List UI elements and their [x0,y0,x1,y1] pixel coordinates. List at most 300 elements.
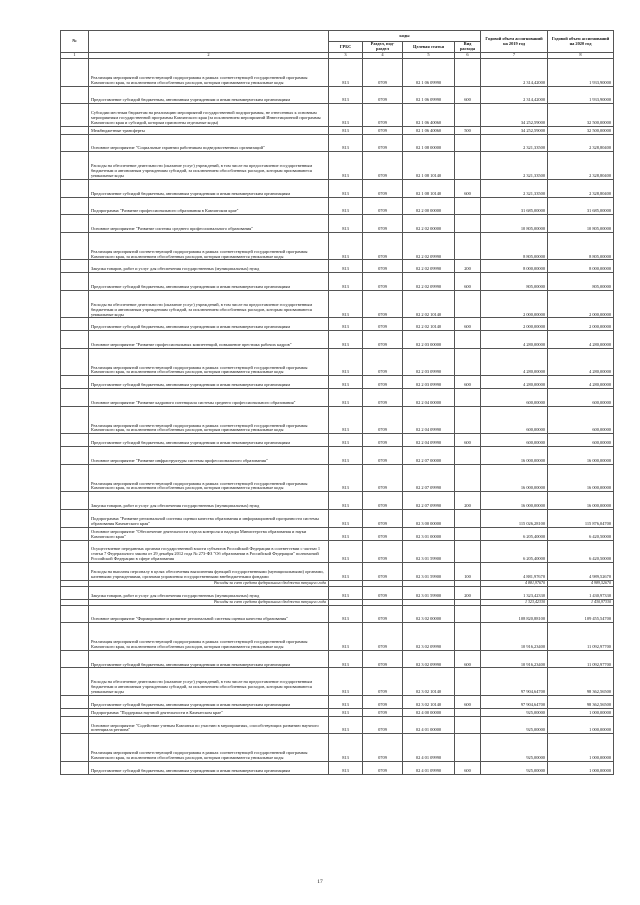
exptype-cell [455,389,481,407]
amount-2019: 34 252,59000 [481,126,548,134]
section-cell: 0709 [363,492,403,510]
exptype-cell: 600 [455,695,481,708]
amount-2019: 16 000,00000 [481,447,548,465]
amount-2020: 11 092,97700 [548,650,614,668]
row-name: Основное мероприятие "Развитие профессиональных компетенций, повышение престижа рабочих кадров" [89,331,329,349]
target-cell: 02 4 00 00000 [403,708,455,716]
column-number: 7 [481,53,548,59]
no-cell [61,605,89,623]
exptype-cell [455,447,481,465]
amount-2020: 8 805,00000 [548,232,614,260]
row-name: Основное мероприятие "Обеспечение деятельности отдела контроля и надзора Министерства образования и науки Камчатского края" [89,527,329,540]
col-no-header: № [61,31,89,53]
amount-2020: 4 989,52670 [548,580,614,586]
section-cell: 0709 [363,563,403,581]
amount-2020: 32 500,00000 [548,104,614,127]
section-cell: 0709 [363,406,403,434]
grbs-cell: 813 [329,695,363,708]
target-cell: 02 1 08 10140 [403,179,455,197]
table-row [61,708,614,716]
grbs-cell: 813 [329,179,363,197]
amount-2019: 115 026,28100 [481,510,548,528]
exptype-cell [455,290,481,318]
grbs-cell: 813 [329,104,363,127]
row-name: Реализация мероприятий соответствующей подпрограммы в рамках соответствующей государственной программы Камчатского края, за исключением обособленных расходов, которым присваиваются уникальные коды [89,348,329,376]
table-row [61,152,614,180]
amount-2019: 2 000,00000 [481,318,548,331]
amount-2020: 1 933,90000 [548,86,614,104]
amount-2019: 16 000,00000 [481,464,548,492]
table-row [61,179,614,197]
amount-2020: 2 328,80400 [548,179,614,197]
table-row [61,406,614,434]
exptype-cell [455,406,481,434]
section-cell: 0709 [363,59,403,87]
grbs-cell: 813 [329,492,363,510]
exptype-cell [455,215,481,233]
section-cell: 0709 [363,260,403,273]
grbs-cell: 813 [329,197,363,215]
target-cell: 02 3 02 09990 [403,650,455,668]
section-cell: 0709 [363,318,403,331]
no-cell [61,695,89,708]
target-cell: 02 1 06 40060 [403,104,455,127]
row-name: Предоставление субсидий бюджетным, автономным учреждениям и иным некоммерческим организациям [89,86,329,104]
grbs-cell: 813 [329,623,363,651]
row-name: Основное мероприятие "Развитие инфраструктуры системы профессионального образования" [89,447,329,465]
amount-2019: 2 000,00000 [481,290,548,318]
grbs-cell: 813 [329,668,363,696]
grbs-cell: 813 [329,273,363,291]
amount-2020: 6 420,50000 [548,540,614,563]
no-cell [61,434,89,447]
exptype-cell [455,197,481,215]
exptype-cell: 600 [455,273,481,291]
row-name: Предоставление субсидий бюджетным, автономным учреждениям и иным некоммерческим организациям [89,695,329,708]
table-row [61,197,614,215]
section-cell: 0709 [363,104,403,127]
grbs-cell: 813 [329,348,363,376]
amount-2019: 4 280,00000 [481,331,548,349]
grbs-cell: 813 [329,586,363,599]
target-cell: 02 2 03 00000 [403,331,455,349]
target-cell: 02 2 04 00000 [403,389,455,407]
no-cell [61,716,89,734]
no-cell [61,734,89,762]
exptype-cell: 600 [455,318,481,331]
row-name: Основное мероприятие "Формирование и развитие региональной системы оценки качества образования" [89,605,329,623]
no-cell [61,179,89,197]
row-name: Реализация мероприятий соответствующей подпрограммы в рамках соответствующей государственной программы Камчатского края, за исключением обособленных расходов, которым присваиваются уникальные коды [89,734,329,762]
target-cell: 02 1 08 10140 [403,152,455,180]
grbs-cell: 813 [329,650,363,668]
no-cell [61,260,89,273]
amount-2020: 31 685,00000 [548,197,614,215]
target-cell: 02 3 01 59900 [403,540,455,563]
target-cell: 02 2 04 09990 [403,406,455,434]
grbs-cell: 813 [329,59,363,87]
table-row [61,623,614,651]
table-row [61,290,614,318]
section-cell: 0709 [363,331,403,349]
no-cell [61,586,89,599]
amount-2020: 600,00000 [548,406,614,434]
table-row [61,650,614,668]
exptype-cell: 600 [455,650,481,668]
exptype-cell [455,623,481,651]
amount-2020: 2 328,80400 [548,134,614,152]
row-name: Субсидии местным бюджетам на реализацию мероприятий государственной подпрограммы, не отнесенных к основным мероприятиям государственной программы Камчатского края (за исключением мероприятий Инвестиционной программы Камчатского края и субсидий, которым присвоены отдельные коды) [89,104,329,127]
table-row [61,434,614,447]
table-row [61,232,614,260]
exptype-cell [455,708,481,716]
no-cell [61,376,89,389]
row-name: Предоставление субсидий бюджетным, автономным учреждениям и иным некоммерческим организациям [89,761,329,774]
amount-2020: 805,00000 [548,273,614,291]
row-name: Предоставление субсидий бюджетным, автономным учреждениям и иным некоммерческим организациям [89,434,329,447]
exptype-cell: 600 [455,376,481,389]
amount-2020: 109 455,54700 [548,605,614,623]
grbs-cell: 813 [329,331,363,349]
target-cell: 02 2 02 09990 [403,260,455,273]
amount-2020: 2 000,00000 [548,290,614,318]
grbs-cell: 813 [329,464,363,492]
exptype-cell [455,104,481,127]
no-cell [61,104,89,127]
exptype-cell: 600 [455,761,481,774]
note-text: Расходы за счет средств федерального бюджета текущего года [89,580,329,586]
amount-2019: 4 280,00000 [481,348,548,376]
row-name: Основное мероприятие "Социальные гарантии работникам подведомственных организаций" [89,134,329,152]
amount-2020: 1 430,97330 [548,586,614,599]
exptype-cell [455,348,481,376]
no-cell [61,126,89,134]
note-text: Расходы за счет средств федерального бюджета текущего года [89,599,329,605]
section-cell: 0709 [363,527,403,540]
amount-2020: 16 000,00000 [548,447,614,465]
target-cell: 02 1 08 00000 [403,134,455,152]
amount-2020: 2 000,00000 [548,318,614,331]
exptype-cell: 600 [455,434,481,447]
section-cell: 0709 [363,232,403,260]
row-name: Закупка товаров, работ и услуг для обеспечения государственных (муниципальных) нужд [89,492,329,510]
no-cell [61,134,89,152]
amount-2019: 1 323,42330 [481,599,548,605]
amount-2020: 4 989,52670 [548,563,614,581]
amount-2019: 34 252,59000 [481,104,548,127]
exptype-cell [455,331,481,349]
exptype-cell [455,510,481,528]
section-cell: 0709 [363,668,403,696]
amount-2019: 925,00000 [481,761,548,774]
row-name: Реализация мероприятий соответствующей подпрограммы в рамках соответствующей государственной программы Камчатского края, за исключением обособленных расходов, которым присваиваются уникальные коды [89,59,329,87]
section-cell: 0709 [363,290,403,318]
amount-2020: 4 280,00000 [548,376,614,389]
amount-2019: 6 205,40000 [481,540,548,563]
grbs-cell: 813 [329,86,363,104]
section-cell: 0709 [363,605,403,623]
amount-2019: 925,00000 [481,734,548,762]
table-row [61,134,614,152]
amount-2020: 1 430,97330 [548,599,614,605]
target-cell: 02 2 02 10140 [403,290,455,318]
amount-2020: 1 933,90000 [548,59,614,87]
section-cell: 0709 [363,215,403,233]
table-row [61,126,614,134]
target-cell: 02 3 01 59900 [403,563,455,581]
amount-2019: 600,00000 [481,434,548,447]
table-body [61,59,614,775]
no-cell [61,389,89,407]
amount-2020: 600,00000 [548,434,614,447]
amount-2019: 6 205,40000 [481,527,548,540]
no-cell [61,492,89,510]
table-row [61,761,614,774]
no-cell [61,406,89,434]
no-cell [61,527,89,540]
grbs-cell: 813 [329,152,363,180]
amount-2020: 98 362,56500 [548,668,614,696]
amount-2020: 6 420,50000 [548,527,614,540]
target-cell: 02 3 02 10140 [403,668,455,696]
amount-2019: 2 321,33500 [481,134,548,152]
amount-2019: 2 314,42000 [481,59,548,87]
row-name: Предоставление субсидий бюджетным, автономным учреждениям и иным некоммерческим организациям [89,376,329,389]
target-cell: 02 3 02 00000 [403,605,455,623]
exptype-cell [455,668,481,696]
amount-2019: 925,00000 [481,708,548,716]
row-name: Расходы на обеспечение деятельности (оказание услуг) учреждений, в том числе на предоставление государственным бюджетным и автономным учреждениям субсидий, за исключением обособленных расходов, которым присваиваются уникальные коды [89,290,329,318]
amount-2019: 108 820,88100 [481,605,548,623]
grbs-cell: 813 [329,126,363,134]
amount-2020: 11 092,97700 [548,623,614,651]
grbs-cell: 813 [329,318,363,331]
col-grbs-header: ГРБС [329,42,363,53]
target-cell: 02 1 06 09990 [403,86,455,104]
target-cell: 02 1 06 09990 [403,59,455,87]
grbs-cell: 813 [329,260,363,273]
amount-2020: 8 000,00000 [548,260,614,273]
table-row [61,318,614,331]
no-cell [61,447,89,465]
target-cell: 02 2 03 09990 [403,348,455,376]
grbs-cell: 813 [329,406,363,434]
section-cell: 0709 [363,447,403,465]
budget-table [60,30,614,775]
row-name: Реализация мероприятий соответствующей подпрограммы в рамках соответствующей государственной программы Камчатского края, за исключением обособленных расходов, которым присваиваются уникальные коды [89,464,329,492]
exptype-cell [455,734,481,762]
target-cell: 02 4 01 09990 [403,761,455,774]
target-cell: 02 1 06 40060 [403,126,455,134]
section-cell: 0709 [363,273,403,291]
table-row [61,540,614,563]
no-cell [61,59,89,87]
amount-2019: 4 280,00000 [481,376,548,389]
amount-2019: 10 805,00000 [481,215,548,233]
no-cell [61,86,89,104]
exptype-cell [455,540,481,563]
table-row [61,260,614,273]
amount-2019: 925,00000 [481,716,548,734]
amount-2019: 4 881,97670 [481,580,548,586]
exptype-cell [455,527,481,540]
col-2019-header: Годовой объем ассигнований на 2019 год [481,31,548,53]
amount-2020: 1 000,00000 [548,761,614,774]
no-cell [61,464,89,492]
amount-2020: 98 362,56500 [548,695,614,708]
amount-2019: 31 685,00000 [481,197,548,215]
table-row [61,695,614,708]
amount-2020: 1 000,00000 [548,716,614,734]
no-cell [61,563,89,581]
target-cell: 02 3 02 10140 [403,695,455,708]
amount-2019: 2 314,42000 [481,86,548,104]
amount-2020: 1 000,00000 [548,708,614,716]
table-row [61,447,614,465]
row-name: Подпрограмма "Развитие профессионального образования в Камчатском крае" [89,197,329,215]
table-row [61,389,614,407]
codes-header: коды [329,31,481,42]
grbs-cell: 813 [329,716,363,734]
section-cell: 0709 [363,134,403,152]
section-cell: 0709 [363,695,403,708]
target-cell: 02 3 01 00000 [403,527,455,540]
exptype-cell [455,464,481,492]
table-row [61,104,614,127]
row-name: Основное мероприятие "Содействие ученым Камчатки по участию в мероприятиях, способствующих развитию научного потенциала региона" [89,716,329,734]
table-row [61,605,614,623]
row-name: Предоставление субсидий бюджетным, автономным учреждениям и иным некоммерческим организациям [89,273,329,291]
amount-2019: 16 000,00000 [481,492,548,510]
section-cell: 0709 [363,540,403,563]
row-name: Реализация мероприятий соответствующей подпрограммы в рамках соответствующей государственной программы Камчатского края, за исключением обособленных расходов, которым присваиваются уникальные коды [89,232,329,260]
amount-2019: 8 805,00000 [481,232,548,260]
exptype-cell: 200 [455,492,481,510]
table-row [61,215,614,233]
grbs-cell: 813 [329,527,363,540]
exptype-cell: 500 [455,126,481,134]
section-cell: 0709 [363,716,403,734]
section-cell: 0709 [363,126,403,134]
no-cell [61,331,89,349]
grbs-cell: 813 [329,734,363,762]
no-cell [61,348,89,376]
row-name: Осуществление переданных органам государственной власти субъектов Российской Федерации в соответствии с частью 1 статьи 7 Федерального закона от 29 декабря 2012 года № 273-ФЗ "Об образовании в Российской Федерации" полномочий Российской Федерации в сфере образования [89,540,329,563]
grbs-cell: 813 [329,389,363,407]
grbs-cell: 813 [329,134,363,152]
section-cell: 0709 [363,197,403,215]
table-row [61,510,614,528]
amount-2020: 1 000,00000 [548,734,614,762]
grbs-cell: 813 [329,447,363,465]
amount-2019: 97 904,64700 [481,695,548,708]
section-cell: 0709 [363,86,403,104]
table-row [61,563,614,581]
table-row [61,59,614,87]
grbs-cell: 813 [329,605,363,623]
target-cell: 02 4 01 00000 [403,716,455,734]
row-name: Основное мероприятие "Развитие кадрового потенциала системы среднего профессионального образования" [89,389,329,407]
col-section-header: Раздел, под-раздел [363,42,403,53]
amount-2019: 8 000,00000 [481,260,548,273]
section-cell: 0709 [363,389,403,407]
section-cell: 0709 [363,650,403,668]
target-cell: 02 2 02 10140 [403,318,455,331]
no-cell [61,540,89,563]
section-cell: 0709 [363,734,403,762]
table-header-row [61,31,614,42]
no-cell [61,650,89,668]
no-cell [61,152,89,180]
no-cell [61,232,89,260]
table-row [61,348,614,376]
target-cell: 02 2 04 09990 [403,434,455,447]
amount-2020: 2 328,80400 [548,152,614,180]
no-cell [61,197,89,215]
table-row [61,716,614,734]
target-cell: 02 3 01 59900 [403,586,455,599]
amount-2020: 4 280,00000 [548,348,614,376]
exptype-cell [455,59,481,87]
section-cell: 0709 [363,586,403,599]
amount-2019: 805,00000 [481,273,548,291]
column-number: 3 [329,53,363,59]
exptype-cell [455,134,481,152]
grbs-cell: 813 [329,376,363,389]
amount-2020: 16 000,00000 [548,464,614,492]
table-row [61,734,614,762]
column-number: 1 [61,53,89,59]
exptype-cell [455,716,481,734]
table-row [61,273,614,291]
row-name: Предоставление субсидий бюджетным, автономным учреждениям и иным некоммерческим организациям [89,318,329,331]
exptype-cell: 100 [455,563,481,581]
amount-2019: 10 916,23400 [481,623,548,651]
column-number: 8 [548,53,614,59]
no-cell [61,623,89,651]
amount-2019: 4 881,97670 [481,563,548,581]
table-row [61,668,614,696]
grbs-cell: 813 [329,563,363,581]
target-cell: 02 3 00 00000 [403,510,455,528]
exptype-cell [455,605,481,623]
no-cell [61,510,89,528]
amount-2019: 600,00000 [481,406,548,434]
amount-2020: 32 500,00000 [548,126,614,134]
section-cell: 0709 [363,348,403,376]
exptype-cell [455,152,481,180]
column-number: 2 [89,53,329,59]
row-name: Закупка товаров, работ и услуг для обеспечения государственных (муниципальных) нужд [89,260,329,273]
row-name: Реализация мероприятий соответствующей подпрограммы в рамках соответствующей государственной программы Камчатского края, за исключением обособленных расходов, которым присваиваются уникальные коды [89,623,329,651]
row-name: Предоставление субсидий бюджетным, автономным учреждениям и иным некоммерческим организациям [89,650,329,668]
amount-2019: 10 916,23400 [481,650,548,668]
no-cell [61,708,89,716]
exptype-cell [455,232,481,260]
row-name: Расходы на выплаты персоналу в целях обеспечения выполнения функций государственными (муниципальными) органами, казенными учреждениями, органами управления государственными внебюджетными фондами [89,563,329,581]
section-cell: 0709 [363,623,403,651]
col-exptype-header: Вид расхода [455,42,481,53]
col-name-header [89,31,329,53]
target-cell: 02 2 03 09990 [403,376,455,389]
grbs-cell: 813 [329,215,363,233]
row-name: Подпрограмма "Развитие региональной системы оценки качества образования и информационной прозрачности системы образования Камчатского края" [89,510,329,528]
no-cell [61,668,89,696]
target-cell: 02 3 02 09990 [403,623,455,651]
amount-2020: 10 805,00000 [548,215,614,233]
no-cell [61,215,89,233]
amount-2020: 16 000,00000 [548,492,614,510]
